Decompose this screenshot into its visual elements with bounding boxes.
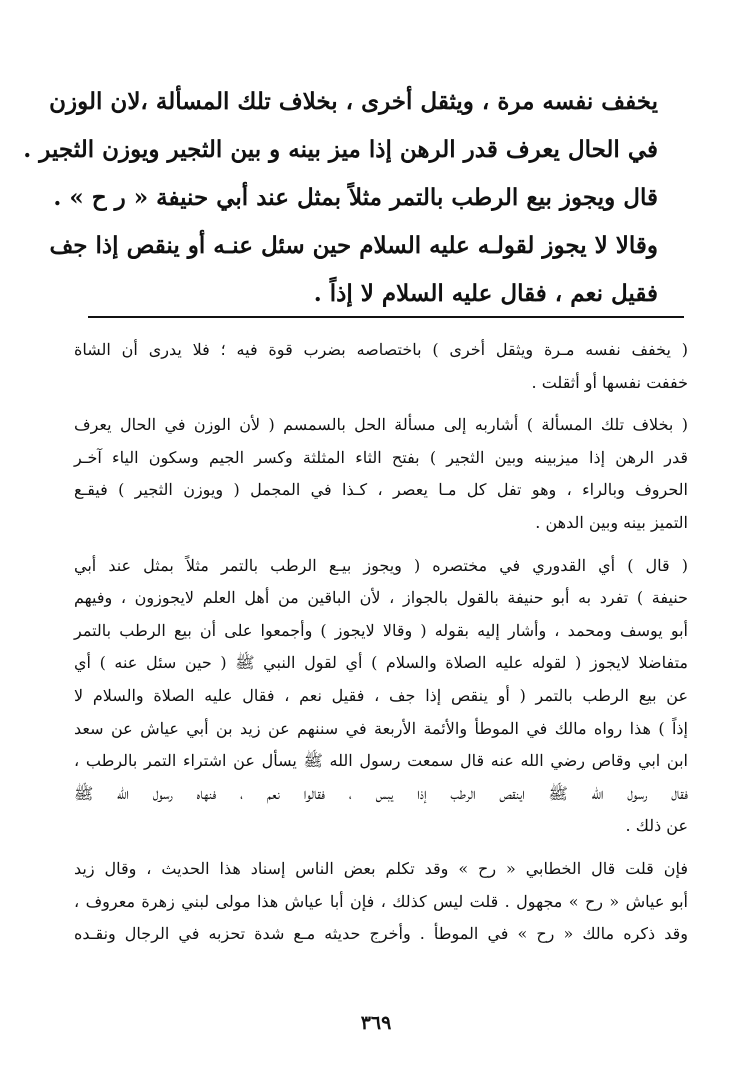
commentary-line: عن ذلك . [625, 816, 688, 836]
commentary-line: فإن قلت قال الخطابي « رح » وقد تكلم بعض الناس إسناد هذا الحديث ، وقال زيد [74, 858, 688, 878]
separator-rule [88, 316, 684, 318]
main-text-line: فقيل نعم ، فقال عليه السلام لا إذاً . [313, 280, 658, 307]
page-number: ٣٦٩ [360, 1012, 392, 1034]
commentary-paragraph [74, 550, 688, 843]
commentary-line: ( بخلاف تلك المسألة ) أشاربه إلى مسألة الحل بالسمسم ( لأن الوزن في الحال يعرف [74, 415, 688, 435]
main-text-line: قال ويجوز بيع الرطب بالتمر مثلاً بمثل عند أبي حنيفة « ر ح » . [53, 184, 658, 211]
commentary-line: إذاً ) هذا رواه مالك في الموطأ والأئمة الأربعة في سننهم عن زيد بن أبي عياش عن سعد [74, 718, 688, 738]
commentary-line: الحروف وبالراء ، وهو تفل كل مـا يعصر ، كـذا في المجمل ( ويوزن الثجير ) فيقـع [74, 480, 688, 500]
main-text-line: يخفف نفسه مرة ، ويثقل أخرى ، بخلاف تلك المسألة ،لان الوزن [49, 88, 658, 115]
main-text-block [23, 78, 658, 318]
commentary-line: حنيفة ) تفرد به أبو حنيفة بالقول بالجواز ، لأن الباقين من أهل العلم لايجوزون ، وفيهم [74, 588, 688, 608]
commentary-line: فقال رسول الله ﷺ اينقص الرطب إذا يبس ، فقالوا نعم ، فنهاه رسول الله ﷺ [74, 783, 688, 803]
commentary-line: التميز بينه وبين الدهن . [535, 512, 688, 532]
commentary-line: ابن ابي وقاص رضي الله عنه قال سمعت رسول الله ﷺ يسأل عن اشتراء التمر بالرطب ، [74, 751, 688, 771]
main-text-line: في الحال يعرف قدر الرهن إذا ميز بينه و بين الثجير ويوزن الثجير . [23, 136, 658, 163]
commentary-paragraph [74, 334, 688, 399]
commentary-line: أبو عياش « رح » مجهول . قلت ليس كذلك ، فإن أبا عياش هذا مولى لبني زهرة معروف ، [74, 891, 688, 911]
commentary-paragraph [74, 853, 688, 951]
main-text-line: وقالا لا يجوز لقولـه عليه السلام حين سئل عنـه أو ينقص إذا جف [49, 232, 658, 259]
commentary-line: قدر الرهن إذا ميزبينه وبين الثجير ) بفتح الثاء المثلثة وكسر الجيم وسكون الياء آخـر [74, 447, 688, 467]
commentary-paragraph [74, 409, 688, 539]
commentary-line: وقد ذكره مالك « رح » في الموطأ . وأخرج حديثه مـع شدة تحزبه في الرجال ونقـده [74, 924, 688, 944]
commentary-line: أبو يوسف ومحمد ، وأشار إليه بقوله ( وقالا لايجوز ) وأجمعوا على أن بيع الرطب بالتمر [74, 620, 688, 640]
commentary-line: ( يخفف نفسه مـرة ويثقل أخرى ) باختصاصه بضرب قوة فيه ؛ فلا يدرى أن الشاة [74, 340, 688, 359]
commentary-line: متفاضلا لايجوز ( لقوله عليه الصلاة والسلام ) أي لقول النبي ﷺ ( حين سئل عنه ) أي [74, 653, 688, 673]
commentary-block [74, 334, 688, 961]
commentary-line: عن بيع الرطب بالتمر ( أو ينقص إذا جف ، فقيل نعم ، فقال عليه الصلاة والسلام لا [74, 685, 688, 705]
commentary-line: خففت نفسها أو أثقلت . [531, 372, 688, 392]
commentary-line: ( قال ) أي القدوري في مختصره ( ويجوز بيـع الرطب بالتمر مثلاً بمثل عند أبي [74, 555, 688, 575]
